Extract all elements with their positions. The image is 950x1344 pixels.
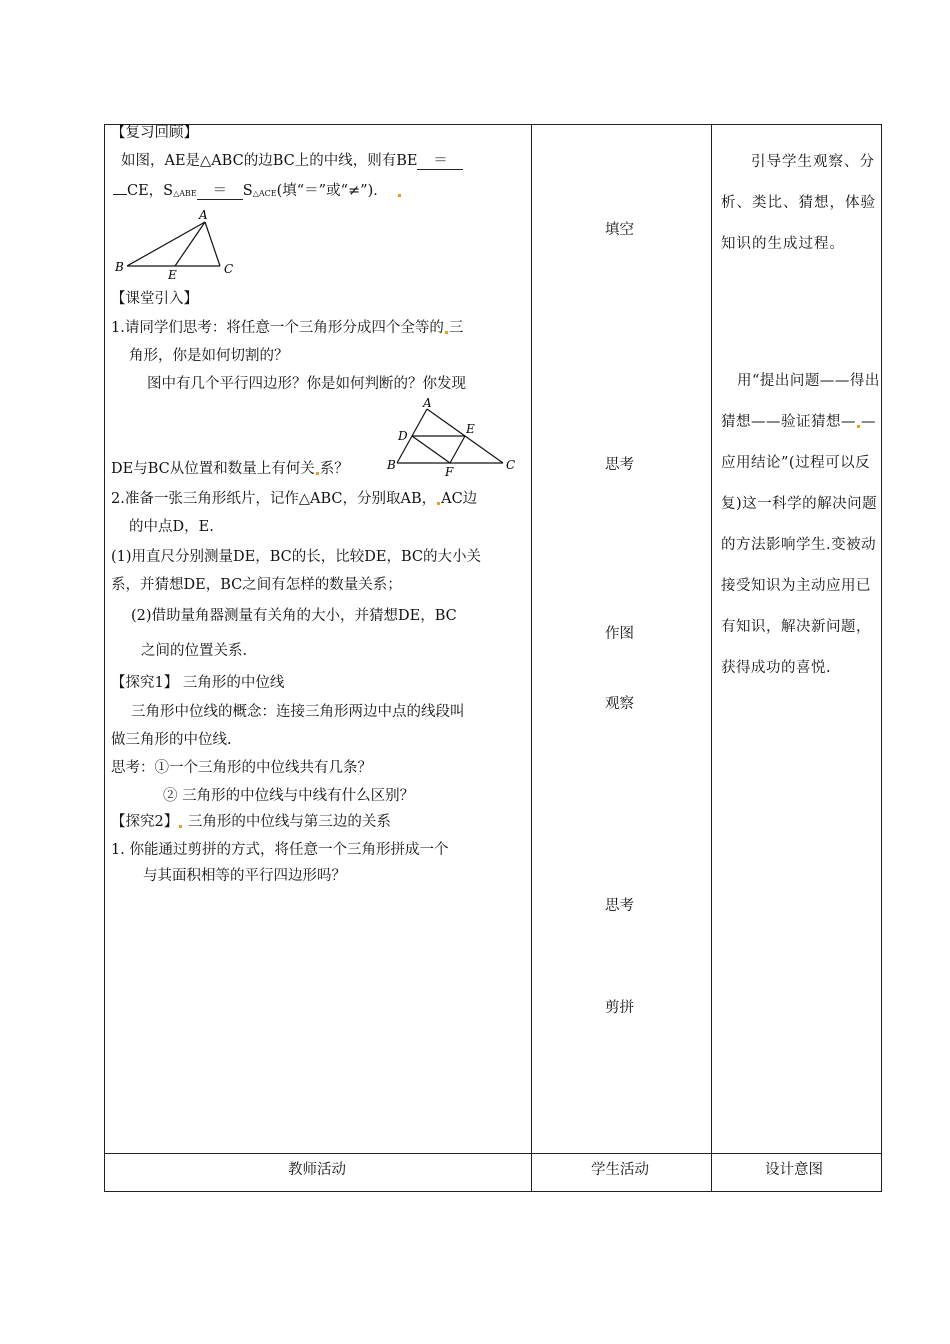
review-line-1: 如图，AE是△ABC的边BC上的中线，则有BE ＝: [121, 151, 463, 171]
fig2-label-e: E: [466, 422, 475, 436]
footer-divider: [105, 1153, 881, 1154]
explore1-line-1: 三角形中位线的概念：连接三角形两边中点的线段叫: [131, 704, 465, 720]
activity-draw: 作图: [605, 626, 634, 642]
blank-2: ＝: [197, 183, 243, 200]
intro-q1-line-1: 1.请同学们思考：将任意一个三角形分成四个全等的 三: [111, 320, 464, 336]
fig2-label-f: F: [445, 465, 454, 477]
explore2-line-1: 1. 你能通过剪拼的方式，将任意一个三角形拼成一个: [111, 842, 449, 858]
fig1-label-a: A: [199, 208, 208, 222]
explore2-heading: 【探究2】 三角形的中位线与第三边的关系: [111, 814, 391, 830]
activity-observe: 观察: [605, 696, 634, 712]
fig2-label-c: C: [506, 458, 516, 472]
intro-heading: 【课堂引入】: [111, 291, 198, 307]
fig2-label-b: B: [387, 458, 396, 472]
intro-q1-line-3: 图中有几个平行四边形？你是如何判断的？你发现: [147, 376, 466, 392]
lesson-table: [104, 124, 882, 1192]
explore1-line-4: ② 三角形的中位线与中线有什么区别？: [163, 788, 415, 804]
triangle-figure-2: [385, 397, 521, 477]
intro-q1-line-2: 角形，你是如何切割的？: [129, 348, 289, 364]
intro-q2-line-6: 之间的位置关系.: [141, 643, 248, 659]
explore1-line-2: 做三角形的中位线.: [111, 732, 232, 748]
fig1-label-b: B: [115, 260, 124, 274]
activity-fill: 填空: [605, 222, 634, 238]
design-intent-1: 引导学生观察、分析、类比、猜想，体验知识的生成过程。: [721, 154, 876, 252]
activity-think-1: 思考: [605, 457, 634, 473]
review-heading: 【复习回顾】: [111, 125, 198, 141]
footer-teacher-activity: 教师活动: [288, 1162, 346, 1178]
fig2-label-d: D: [398, 429, 408, 443]
fig1-label-c: C: [224, 262, 234, 276]
footer-student-activity: 学生活动: [591, 1162, 649, 1178]
column-divider-2: [711, 125, 712, 1191]
explore1-heading: 【探究1】 三角形的中位线: [111, 675, 285, 691]
intro-q2-line-5: (2)借助量角器测量有关角的大小，并猜想DE，BC: [131, 608, 457, 624]
fig1-label-e: E: [168, 268, 177, 279]
explore1-line-3: 思考：①一个三角形的中位线共有几条？: [111, 760, 372, 776]
review-line-2: CE，S△ABE ＝ S△ACE(填“＝”或“≠”)．: [113, 181, 402, 204]
fig2-label-a: A: [423, 397, 432, 410]
explore2-line-2: 与其面积相等的平行四边形吗？: [143, 868, 346, 884]
activity-cut: 剪拼: [605, 1000, 634, 1016]
blank-1: ＝: [417, 153, 463, 170]
design-intent-2: 用“提出问题——得出猜想——验证猜想— —应用结论”(过程可以反复)这一科学的解决问题的方法影响学生.变被动接受知识为主动应用已有知识，解决新问题，获得成功的喜悦.: [721, 373, 880, 676]
intro-q1-line-4: DE与BC从位置和数量上有何关 系？: [111, 461, 349, 477]
intro-q2-line-2: 的中点D，E.: [129, 519, 214, 535]
footer-design-intent: 设计意图: [765, 1162, 823, 1178]
triangle-figure-1: [113, 207, 243, 279]
column-divider-1: [531, 125, 532, 1191]
intro-q2-line-4: 系，并猜想DE，BC之间有怎样的数量关系；: [111, 577, 402, 593]
activity-think-2: 思考: [605, 898, 634, 914]
intro-q2-line-3: (1)用直尺分别测量DE，BC的长，比较DE，BC的大小关: [111, 549, 481, 565]
intro-q2-line-1: 2.准备一张三角形纸片，记作△ABC，分别取AB， AC边: [111, 491, 478, 507]
